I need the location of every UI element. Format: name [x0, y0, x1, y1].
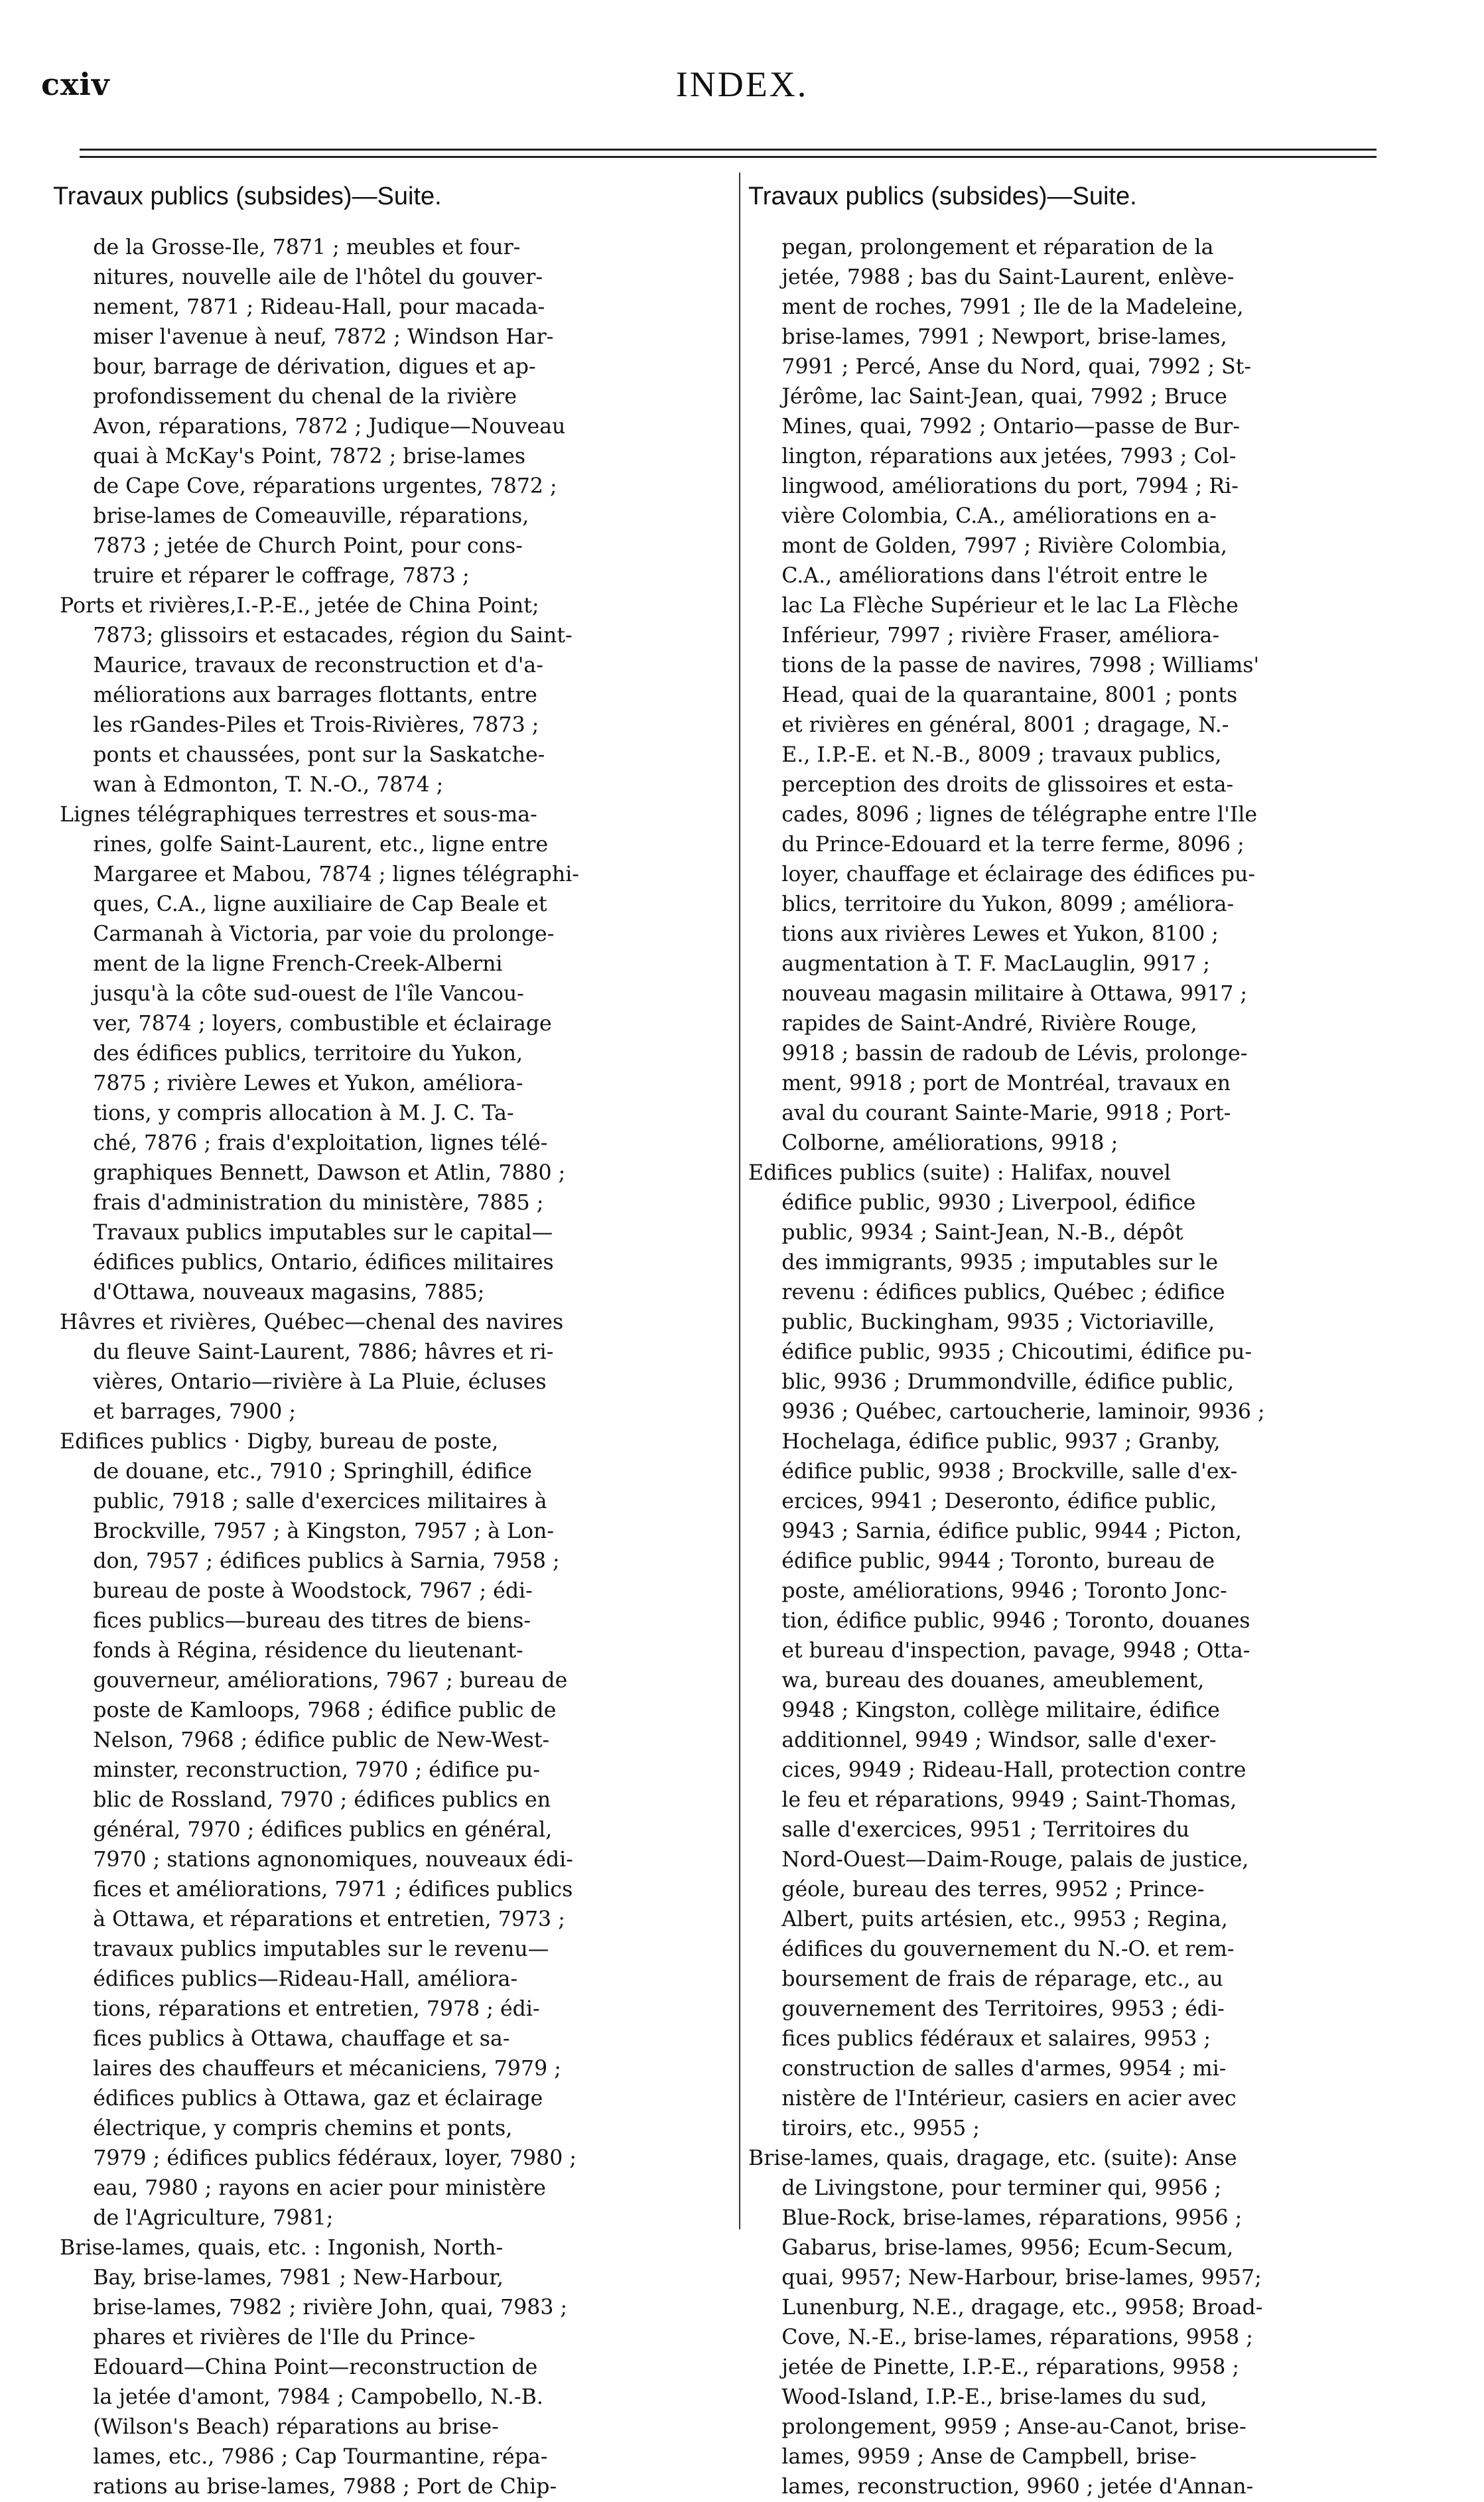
index-line: les rGandes-Piles et Trois-Rivières, 7873 ;: [60, 713, 539, 737]
index-line: lames, reconstruction, 9960 ; jetée d'Annan-: [748, 2475, 1254, 2499]
index-line: Brockville, 7957 ; à Kingston, 7957 ; à Lon-: [60, 1519, 555, 1543]
index-line: Lignes télégraphiques terrestres et sous-ma-: [60, 803, 537, 827]
right-column: [748, 174, 1385, 2502]
index-line: ver, 7874 ; loyers, combustible et éclairage: [60, 1012, 552, 1036]
index-line: brise-lames, 7982 ; rivière John, quai, 7983 ;: [60, 2296, 568, 2320]
index-line: tion, édifice public, 9946 ; Toronto, douanes: [748, 1609, 1250, 1633]
index-line: jusqu'à la côte sud-ouest de l'île Vancou-: [60, 982, 524, 1006]
index-line: aval du courant Sainte-Marie, 9918 ; Port-: [748, 1101, 1231, 1125]
index-line: blic de Rossland, 7970 ; édifices publics en: [60, 1788, 551, 1812]
right-column-heading: Travaux publics (subsides)—Suite.: [748, 182, 1137, 210]
index-line: Travaux publics imputables sur le capital—: [60, 1221, 553, 1245]
index-line: édifices publics, Ontario, édifices militaires: [60, 1251, 554, 1275]
index-line: tions de la passe de navires, 7998 ; Williams': [748, 654, 1260, 677]
index-line: public, 7918 ; salle d'exercices militaires à: [60, 1490, 547, 1513]
index-line: méliorations aux barrages flottants, entre: [60, 683, 537, 707]
index-line: nouveau magasin militaire à Ottawa, 9917 ;: [748, 982, 1248, 1006]
index-line: laires des chauffeurs et mécaniciens, 7979 ;: [60, 2057, 561, 2081]
index-line: minster, reconstruction, 7970 ; édifice pu-: [60, 1758, 541, 1782]
index-line: public, Buckingham, 9935 ; Victoriaville,: [748, 1310, 1215, 1334]
index-line: Hochelaga, édifice public, 9937 ; Granby,: [748, 1430, 1221, 1454]
index-line: nement, 7871 ; Rideau-Hall, pour macada-: [60, 295, 545, 319]
index-line: public, 9934 ; Saint-Jean, N.-B., dépôt: [748, 1221, 1183, 1245]
index-line: de Livingstone, pour terminer qui, 9956 ;: [748, 2176, 1222, 2200]
index-line: 7970 ; stations agnonomiques, nouveaux édi-: [60, 1848, 573, 1872]
index-line: travaux publics imputables sur le revenu—: [60, 1937, 549, 1961]
index-line: perception des droits de glissoires et esta-: [748, 773, 1234, 797]
index-line: et bureau d'inspection, pavage, 9948 ; Otta-: [748, 1639, 1250, 1663]
index-line: cades, 8096 ; lignes de télégraphe entre l'Ile: [748, 803, 1258, 827]
index-line: fices publics fédéraux et salaires, 9953 ;: [748, 2027, 1211, 2051]
index-line: mont de Golden, 7997 ; Rivière Colombia,: [748, 534, 1227, 558]
index-line: Brise-lames, quais, dragage, etc. (suite): Anse: [748, 2146, 1237, 2170]
index-line: Wood-Island, I.P.-E., brise-lames du sud,: [748, 2385, 1207, 2409]
index-line: rines, golfe Saint-Laurent, etc., ligne entre: [60, 833, 549, 857]
index-line: graphiques Bennett, Dawson et Atlin, 7880 ;: [60, 1161, 566, 1185]
index-line: Edifices publics · Digby, bureau de poste,: [60, 1430, 499, 1454]
index-line: des immigrants, 9935 ; imputables sur le: [748, 1251, 1219, 1275]
index-line: Albert, puits artésien, etc., 9953 ; Regina,: [748, 1908, 1228, 1931]
left-column-body: [60, 233, 697, 2502]
index-line: édifice public, 9935 ; Chicoutimi, édifice pu-: [748, 1340, 1252, 1364]
page-header: [0, 0, 1484, 139]
index-line: Nelson, 7968 ; édifice public de New-West-: [60, 1728, 550, 1752]
index-line: Carmanah à Victoria, par voie du prolonge-: [60, 922, 555, 946]
index-line: édifices du gouvernement du N.-O. et rem-: [748, 1937, 1235, 1961]
index-line: édifice public, 9938 ; Brockville, salle d'ex-: [748, 1460, 1238, 1484]
index-line: édifice public, 9930 ; Liverpool, édifice: [748, 1191, 1196, 1215]
index-line: E., I.P.-E. et N.-B., 8009 ; travaux publics,: [748, 743, 1222, 767]
index-line: poste de Kamloops, 7968 ; édifice public de: [60, 1699, 557, 1722]
index-line: Maurice, travaux de reconstruction et d'a-: [60, 654, 543, 677]
index-line: ché, 7876 ; frais d'exploitation, lignes télé-: [60, 1131, 548, 1155]
index-line: ques, C.A., ligne auxiliaire de Cap Beale et: [60, 892, 547, 916]
index-line: fices publics à Ottawa, chauffage et sa-: [60, 2027, 510, 2051]
index-line: nitures, nouvelle aile de l'hôtel du gouver-: [60, 265, 543, 289]
index-line: quai, 9957; New-Harbour, brise-lames, 9957;: [748, 2266, 1262, 2290]
index-line: brise-lames de Comeauville, réparations,: [60, 504, 529, 528]
index-line: ponts et chaussées, pont sur la Saskatche-: [60, 743, 545, 767]
index-line: tions aux rivières Lewes et Yukon, 8100 ;: [748, 922, 1219, 946]
index-line: Blue-Rock, brise-lames, réparations, 9956 ;: [748, 2206, 1243, 2230]
index-line: pegan, prolongement et réparation de la: [748, 236, 1214, 259]
index-line: fices publics—bureau des titres de biens-: [60, 1609, 531, 1633]
index-line: tiroirs, etc., 9955 ;: [748, 2117, 980, 2140]
index-line: brise-lames, 7991 ; Newport, brise-lames,: [748, 325, 1227, 349]
index-line: le feu et réparations, 9949 ; Saint-Thomas,: [748, 1788, 1237, 1812]
page-title: INDEX.: [675, 64, 809, 104]
index-line: rapides de Saint-André, Rivière Rouge,: [748, 1012, 1197, 1036]
index-line: géole, bureau des terres, 9952 ; Prince-: [748, 1878, 1205, 1902]
index-line: à Ottawa, et réparations et entretien, 7973 ;: [60, 1908, 565, 1931]
index-line: Jérôme, lac Saint-Jean, quai, 7992 ; Bruce: [748, 385, 1227, 409]
index-line: prolongement, 9959 ; Anse-au-Canot, brise-: [748, 2415, 1247, 2439]
index-line: bour, barrage de dérivation, digues et ap-: [60, 355, 536, 379]
index-line: gouvernement des Territoires, 9953 ; édi-: [748, 1997, 1225, 2021]
index-line: gouverneur, améliorations, 7967 ; bureau de: [60, 1669, 568, 1693]
index-line: cices, 9949 ; Rideau-Hall, protection contre: [748, 1758, 1247, 1782]
index-line: édifices publics—Rideau-Hall, améliora-: [60, 1967, 518, 1991]
index-line: 7873; glissoirs et estacades, région du Saint-: [60, 624, 573, 648]
index-line: C.A., améliorations dans l'étroit entre le: [748, 564, 1208, 588]
index-line: lington, réparations aux jetées, 7993 ; Col-: [748, 445, 1237, 468]
index-line: et barrages, 7900 ;: [60, 1400, 297, 1424]
index-line: d'Ottawa, nouveaux magasins, 7885;: [60, 1281, 485, 1304]
index-line: Cove, N.-E., brise-lames, réparations, 9958 ;: [748, 2326, 1253, 2349]
index-line: blic, 9936 ; Drummondville, édifice public,: [748, 1370, 1235, 1394]
index-line: Nord-Ouest—Daim-Rouge, palais de justice,: [748, 1848, 1249, 1872]
index-line: ment, 9918 ; port de Montréal, travaux en: [748, 1072, 1231, 1095]
index-line: fonds à Régina, résidence du lieutenant-: [60, 1639, 523, 1663]
index-line: de la Grosse-Ile, 7871 ; meubles et four-: [60, 236, 521, 259]
index-line: général, 7970 ; édifices publics en général,: [60, 1818, 553, 1842]
index-line: wan à Edmonton, T. N.-O., 7874 ;: [60, 773, 444, 797]
index-line: ercices, 9941 ; Deseronto, édifice public,: [748, 1490, 1217, 1513]
index-line: la jetée d'amont, 7984 ; Campobello, N.-B.: [60, 2385, 543, 2409]
index-line: ment de la ligne French-Creek-Alberni: [60, 952, 503, 976]
index-line: Edifices publics (suite) : Halifax, nouvel: [748, 1161, 1171, 1185]
index-line: lames, 9959 ; Anse de Campbell, brise-: [748, 2445, 1197, 2469]
index-line: loyer, chauffage et éclairage des édifices pu-: [748, 863, 1256, 886]
index-line: jetée de Pinette, I.P.-E., réparations, 9958 ;: [748, 2355, 1240, 2379]
index-line: nistère de l'Intérieur, casiers en acier avec: [748, 2087, 1237, 2111]
index-line: eau, 7980 ; rayons en acier pour ministère: [60, 2176, 546, 2200]
left-column: [53, 174, 697, 2502]
index-line: (Wilson's Beach) réparations au brise-: [60, 2415, 499, 2439]
column-divider: [739, 173, 740, 2229]
index-line: phares et rivières de l'Ile du Prince-: [60, 2326, 476, 2349]
index-line: vières, Ontario—rivière à La Pluie, écluses: [60, 1370, 547, 1394]
left-column-heading: Travaux publics (subsides)—Suite.: [53, 182, 442, 210]
index-line: 9943 ; Sarnia, édifice public, 9944 ; Picton,: [748, 1519, 1242, 1543]
index-line: du Prince-Edouard et la terre ferme, 8096 ;: [748, 833, 1245, 857]
index-line: vière Colombia, C.A., améliorations en a-: [748, 504, 1217, 528]
index-line: Gabarus, brise-lames, 9956; Ecum-Secum,: [748, 2236, 1234, 2260]
index-line: et rivières en général, 8001 ; dragage, N.-: [748, 713, 1229, 737]
index-line: 7873 ; jetée de Church Point, pour cons-: [60, 534, 523, 558]
index-line: jetée, 7988 ; bas du Saint-Laurent, enlève-: [748, 265, 1235, 289]
index-line: boursement de frais de réparage, etc., au: [748, 1967, 1223, 1991]
index-line: bureau de poste à Woodstock, 7967 ; édi-: [60, 1579, 533, 1603]
index-line: édifice public, 9944 ; Toronto, bureau de: [748, 1549, 1215, 1573]
index-line: Hâvres et rivières, Québec—chenal des navires: [60, 1310, 564, 1334]
index-line: lac La Flèche Supérieur et le lac La Flèche: [748, 594, 1239, 618]
index-line: électrique, y compris chemins et ponts,: [60, 2117, 513, 2140]
index-line: 7875 ; rivière Lewes et Yukon, améliora-: [60, 1072, 523, 1095]
index-line: Head, quai de la quarantaine, 8001 ; ponts: [748, 683, 1238, 707]
index-line: 9918 ; bassin de radoub de Lévis, prolonge-: [748, 1042, 1248, 1066]
index-line: tions, y compris allocation à M. J. C. Ta-: [60, 1101, 514, 1125]
index-line: revenu : édifices publics, Québec ; édifice: [748, 1281, 1225, 1304]
index-line: 7991 ; Percé, Anse du Nord, quai, 7992 ; St-: [748, 355, 1252, 379]
index-line: de l'Agriculture, 7981;: [60, 2206, 334, 2230]
index-line: de Cape Cove, réparations urgentes, 7872 ;: [60, 474, 557, 498]
index-line: tions, réparations et entretien, 7978 ; édi-: [60, 1997, 540, 2021]
index-line: Brise-lames, quais, etc. : Ingonish, North-: [60, 2236, 504, 2260]
index-line: Bay, brise-lames, 7981 ; New-Harbour,: [60, 2266, 504, 2290]
index-line: Avon, réparations, 7872 ; Judique—Nouveau: [60, 415, 566, 439]
index-line: wa, bureau des douanes, ameublement,: [748, 1669, 1205, 1693]
index-line: Edouard—China Point—reconstruction de: [60, 2355, 538, 2379]
index-line: 9948 ; Kingston, collège militaire, édifice: [748, 1699, 1220, 1722]
index-line: édifices publics à Ottawa, gaz et éclairage: [60, 2087, 543, 2111]
index-line: augmentation à T. F. MacLauglin, 9917 ;: [748, 952, 1210, 976]
index-line: Lunenburg, N.E., dragage, etc., 9958; Broad-: [748, 2296, 1263, 2320]
index-line: des édifices publics, territoire du Yukon,: [60, 1042, 523, 1066]
index-line: ment de roches, 7991 ; Ile de la Madeleine,: [748, 295, 1244, 319]
index-line: poste, améliorations, 9946 ; Toronto Jonc-: [748, 1579, 1227, 1603]
index-line: quai à McKay's Point, 7872 ; brise-lames: [60, 445, 526, 468]
index-line: 7979 ; édifices publics fédéraux, loyer, 7980 ;: [60, 2146, 577, 2170]
index-line: salle d'exercices, 9951 ; Territoires du: [748, 1818, 1190, 1842]
page-number: cxiv: [41, 66, 110, 102]
right-column-body: [748, 233, 1385, 2502]
index-line: Inférieur, 7997 ; rivière Fraser, améliora-: [748, 624, 1220, 648]
index-line: miser l'avenue à neuf, 7872 ; Windson Har-: [60, 325, 554, 349]
index-line: 9936 ; Québec, cartoucherie, laminoir, 9936 ;: [748, 1400, 1265, 1424]
index-line: Ports et rivières,I.-P.-E., jetée de China Point;: [60, 594, 539, 618]
index-line: blics, territoire du Yukon, 8099 ; améliora-: [748, 892, 1235, 916]
header-double-rule: [80, 149, 1377, 158]
index-line: Colborne, améliorations, 9918 ;: [748, 1131, 1118, 1155]
index-line: de douane, etc., 7910 ; Springhill, édifice: [60, 1460, 532, 1484]
index-line: profondissement du chenal de la rivière: [60, 385, 517, 409]
index-line: construction de salles d'armes, 9954 ; mi-: [748, 2057, 1227, 2081]
index-line: Mines, quai, 7992 ; Ontario—passe de Bur-: [748, 415, 1240, 439]
index-line: frais d'administration du ministère, 7885 ;: [60, 1191, 544, 1215]
index-line: Margaree et Mabou, 7874 ; lignes télégraphi-: [60, 863, 579, 886]
index-line: additionnel, 9949 ; Windsor, salle d'exer-: [748, 1728, 1217, 1752]
index-line: fices et améliorations, 7971 ; édifices publics: [60, 1878, 573, 1902]
index-line: lames, etc., 7986 ; Cap Tourmantine, répa-: [60, 2445, 548, 2469]
index-line: rations au brise-lames, 7988 ; Port de Chip-: [60, 2475, 557, 2499]
index-line: lingwood, améliorations du port, 7994 ; Ri-: [748, 474, 1239, 498]
index-line: don, 7957 ; édifices publics à Sarnia, 7958 ;: [60, 1549, 560, 1573]
index-line: truire et réparer le coffrage, 7873 ;: [60, 564, 470, 588]
index-line: du fleuve Saint-Laurent, 7886; hâvres et ri-: [60, 1340, 554, 1364]
